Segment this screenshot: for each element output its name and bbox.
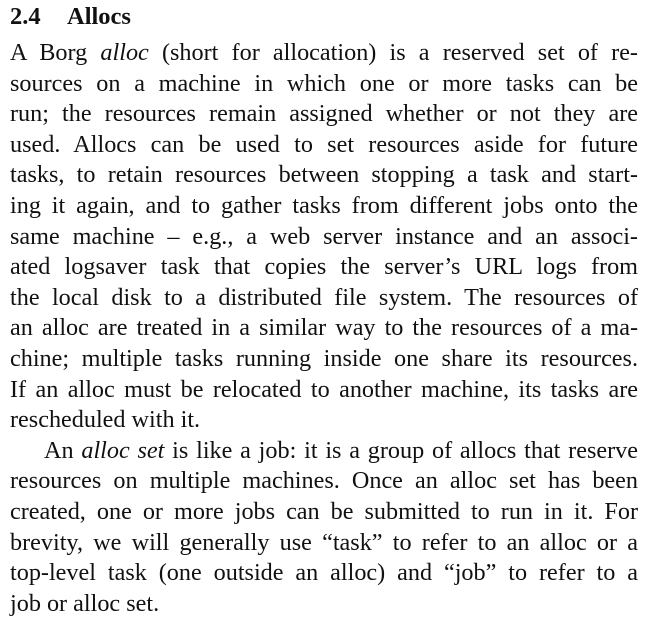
section-number: 2.4 — [10, 3, 41, 30]
text-line — [10, 38, 638, 69]
text-line — [10, 589, 638, 620]
text-run: run; the resources remain assigned whether or not they are — [10, 100, 638, 128]
text-run: If an alloc must be relocated to another machine, its tasks are — [10, 375, 638, 403]
text-run: (short for allocation) is a reserved set of re- — [148, 39, 638, 66]
text-line — [10, 558, 638, 589]
text-line — [10, 252, 638, 283]
text-line — [10, 130, 638, 161]
text-line — [10, 160, 638, 191]
text-run: an alloc are treated in a similar way to the resources of a ma- — [10, 314, 638, 342]
text-run: is like a job: it is a group of allocs that reserve — [164, 436, 639, 464]
text-line — [10, 405, 638, 436]
text-line — [10, 528, 638, 559]
text-run: job or alloc set. — [10, 589, 160, 617]
text-run: created, one or more jobs can be submitted to run in it. For — [10, 497, 638, 525]
text-run: A Borg — [10, 39, 101, 66]
text-line — [10, 497, 638, 528]
text-run: chine; multiple tasks running inside one share its resources. — [10, 344, 638, 372]
text-line — [10, 436, 638, 467]
text-line — [10, 191, 638, 222]
text-run: top-level task (one outside an alloc) and “job” to refer to a — [10, 559, 638, 587]
text-line — [10, 99, 638, 130]
document-page — [10, 0, 638, 619]
section-heading — [10, 0, 638, 38]
text-run: used. Allocs can be used to set resources aside for future — [10, 130, 638, 158]
text-run: tasks, to retain resources between stopping a task and start- — [10, 161, 638, 189]
text-run: sources on a machine in which one or more tasks can be — [10, 69, 638, 97]
text-line — [10, 69, 638, 100]
text-line — [10, 283, 638, 314]
italic-term: alloc set — [81, 436, 165, 464]
paragraph-alloc-set — [10, 436, 638, 620]
text-line — [10, 375, 638, 406]
text-run: the local disk to a distributed file system. The resources of — [10, 283, 638, 311]
text-run: An — [44, 436, 82, 464]
text-line — [10, 466, 638, 497]
text-run: same machine – e.g., a web server instance and an associ- — [10, 222, 638, 250]
text-run: ated logsaver task that copies the server’s URL logs from — [10, 253, 638, 281]
text-run: ing it again, and to gather tasks from different jobs onto the — [10, 191, 638, 219]
text-line — [10, 313, 638, 344]
section-title: Allocs — [67, 3, 131, 30]
text-run: resources on multiple machines. Once an alloc set has been — [10, 467, 638, 495]
text-run: rescheduled with it. — [10, 406, 201, 434]
italic-term: alloc — [100, 39, 149, 66]
text-line — [10, 222, 638, 253]
text-line — [10, 344, 638, 375]
paragraph-allocs — [10, 38, 638, 436]
text-run: brevity, we will generally use “task” to refer to an alloc or a — [10, 528, 638, 556]
